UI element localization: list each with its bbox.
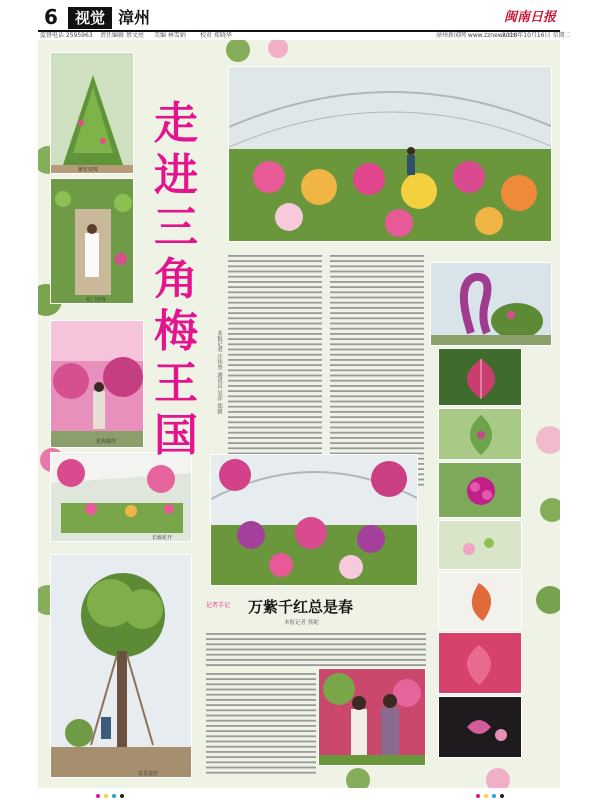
text-line bbox=[330, 349, 424, 351]
text-line bbox=[330, 390, 424, 392]
text-line bbox=[330, 255, 424, 257]
article-body bbox=[228, 252, 424, 488]
text-line bbox=[206, 659, 426, 661]
text-line bbox=[228, 317, 322, 319]
photo-greenhouse-main bbox=[228, 66, 552, 242]
text-line bbox=[228, 442, 322, 444]
text-line bbox=[228, 343, 322, 345]
text-line bbox=[206, 767, 316, 769]
photo-topiary bbox=[50, 52, 134, 174]
text-line bbox=[228, 276, 322, 278]
text-line bbox=[206, 746, 316, 748]
text-line bbox=[330, 421, 424, 423]
text-line bbox=[330, 286, 424, 288]
text-line bbox=[228, 380, 322, 382]
photo-closeup-green-leaf bbox=[438, 408, 522, 460]
caption-photo-2: 花门迎客 bbox=[86, 297, 107, 303]
registration-dot bbox=[120, 794, 124, 798]
text-line bbox=[206, 673, 316, 675]
text-line bbox=[330, 380, 424, 382]
text-line bbox=[330, 411, 424, 413]
text-line bbox=[228, 323, 322, 325]
text-line bbox=[330, 297, 424, 299]
text-line bbox=[228, 297, 322, 299]
text-line bbox=[206, 633, 426, 635]
text-line bbox=[228, 354, 322, 356]
registration-dot bbox=[492, 794, 496, 798]
caption-photo-1: 繁花似锦 bbox=[78, 167, 99, 173]
meta-proofreader: 校对 郑晓华 bbox=[200, 32, 232, 39]
color-registration-bar bbox=[0, 790, 600, 800]
registration-dot bbox=[476, 794, 480, 798]
essay-byline: 本报记者 蔡妮 bbox=[284, 620, 319, 626]
text-line bbox=[330, 307, 424, 309]
byline: 本报记者 庄伟坚 通讯员 吴萍 郑媛 bbox=[216, 330, 222, 414]
text-line bbox=[206, 678, 316, 680]
text-line bbox=[206, 649, 426, 651]
text-line bbox=[206, 689, 316, 691]
page-number: 6 bbox=[44, 5, 58, 29]
text-line bbox=[330, 281, 424, 283]
text-line bbox=[330, 364, 424, 366]
photo-greenhouse-interior bbox=[210, 454, 418, 586]
text-line bbox=[206, 730, 316, 732]
registration-dot bbox=[104, 794, 108, 798]
text-line bbox=[206, 772, 316, 774]
text-line bbox=[330, 333, 424, 335]
photo-pink-canopy bbox=[50, 320, 144, 448]
text-line bbox=[330, 276, 424, 278]
text-line bbox=[228, 286, 322, 288]
text-line bbox=[228, 421, 322, 423]
headline: 走进三角梅王国 bbox=[154, 98, 198, 461]
text-line bbox=[206, 715, 316, 717]
text-line bbox=[330, 375, 424, 377]
text-line bbox=[330, 302, 424, 304]
text-line bbox=[228, 338, 322, 340]
photo-closeup-magenta-cluster bbox=[438, 462, 522, 518]
text-line bbox=[330, 447, 424, 449]
text-line bbox=[330, 369, 424, 371]
text-line bbox=[206, 638, 426, 640]
text-line bbox=[228, 364, 322, 366]
text-line bbox=[330, 385, 424, 387]
text-line bbox=[206, 725, 316, 727]
registration-dot bbox=[112, 794, 116, 798]
text-line bbox=[330, 432, 424, 434]
newspaper-masthead: 闽南日报 bbox=[503, 10, 556, 25]
text-line bbox=[206, 664, 426, 666]
photo-bonsai-tree bbox=[50, 554, 192, 778]
essay-tag: 记者手记 bbox=[206, 602, 231, 609]
text-line bbox=[330, 416, 424, 418]
page-frame bbox=[38, 40, 560, 788]
text-line bbox=[206, 709, 316, 711]
essay-body-left bbox=[206, 670, 316, 774]
photo-peacock-topiary bbox=[430, 262, 552, 346]
photo-garden-walkway bbox=[50, 452, 192, 542]
text-line bbox=[228, 369, 322, 371]
meta-designer: 美编 林雪娟 bbox=[154, 32, 186, 39]
caption-photo-3: 花海徜徉 bbox=[96, 439, 117, 445]
text-line bbox=[330, 328, 424, 330]
text-line bbox=[228, 260, 322, 262]
text-line bbox=[330, 323, 424, 325]
text-line bbox=[228, 416, 322, 418]
photo-closeup-dark bbox=[438, 696, 522, 758]
photo-closeup-pink-bract bbox=[438, 348, 522, 406]
text-line bbox=[330, 401, 424, 403]
text-line bbox=[228, 401, 322, 403]
meta-website: 漳州新闻网 www.zznews.cn bbox=[436, 32, 515, 39]
text-line bbox=[330, 437, 424, 439]
text-line bbox=[228, 265, 322, 267]
caption-photo-5: 盆景造型 bbox=[138, 771, 159, 777]
text-line bbox=[206, 704, 316, 706]
text-line bbox=[228, 427, 322, 429]
registration-dot bbox=[500, 794, 504, 798]
text-line bbox=[228, 411, 322, 413]
meta-editor: 责任编辑 蔡文亮 bbox=[100, 32, 144, 39]
essay-title: 万紫千红总是春 bbox=[248, 598, 354, 616]
text-line bbox=[330, 260, 424, 262]
text-line bbox=[228, 375, 322, 377]
meta-phone: 监督电话 2595963 bbox=[40, 32, 93, 39]
essay-body-top bbox=[206, 630, 426, 668]
text-line bbox=[206, 699, 316, 701]
text-line bbox=[330, 343, 424, 345]
photo-visitors bbox=[318, 668, 426, 766]
text-line bbox=[330, 359, 424, 361]
text-line bbox=[228, 291, 322, 293]
text-line bbox=[206, 735, 316, 737]
text-line bbox=[228, 385, 322, 387]
caption-photo-4: 长廊花开 bbox=[152, 535, 173, 541]
text-line bbox=[206, 654, 426, 656]
text-line bbox=[228, 302, 322, 304]
text-line bbox=[330, 354, 424, 356]
text-line bbox=[330, 312, 424, 314]
text-line bbox=[228, 437, 322, 439]
text-line bbox=[330, 395, 424, 397]
text-line bbox=[330, 271, 424, 273]
text-line bbox=[228, 432, 322, 434]
text-line bbox=[228, 359, 322, 361]
text-line bbox=[206, 643, 426, 645]
registration-dot bbox=[484, 794, 488, 798]
text-line bbox=[228, 349, 322, 351]
section-label: 视觉 bbox=[68, 7, 112, 29]
meta-date: 2018年10月16日 星期二 bbox=[502, 32, 571, 39]
text-line bbox=[206, 683, 316, 685]
text-line bbox=[228, 406, 322, 408]
text-line bbox=[330, 406, 424, 408]
photo-closeup-orange bbox=[438, 572, 522, 630]
text-line bbox=[228, 307, 322, 309]
text-line bbox=[228, 395, 322, 397]
registration-dot bbox=[96, 794, 100, 798]
text-line bbox=[228, 333, 322, 335]
text-line bbox=[228, 271, 322, 273]
text-line bbox=[330, 291, 424, 293]
text-line bbox=[330, 427, 424, 429]
text-line bbox=[228, 281, 322, 283]
photo-closeup-red bbox=[438, 632, 522, 694]
text-line bbox=[228, 312, 322, 314]
text-line bbox=[206, 751, 316, 753]
text-line bbox=[228, 328, 322, 330]
text-line bbox=[206, 694, 316, 696]
text-line bbox=[206, 741, 316, 743]
text-line bbox=[206, 761, 316, 763]
text-line bbox=[228, 255, 322, 257]
text-line bbox=[330, 338, 424, 340]
photo-flower-doorway bbox=[50, 178, 134, 304]
text-line bbox=[228, 447, 322, 449]
text-line bbox=[228, 390, 322, 392]
region-label: 漳州 bbox=[118, 8, 151, 27]
text-line bbox=[206, 720, 316, 722]
text-line bbox=[330, 317, 424, 319]
text-line bbox=[330, 265, 424, 267]
photo-closeup-bud bbox=[438, 520, 522, 570]
text-line bbox=[330, 442, 424, 444]
text-line bbox=[206, 756, 316, 758]
